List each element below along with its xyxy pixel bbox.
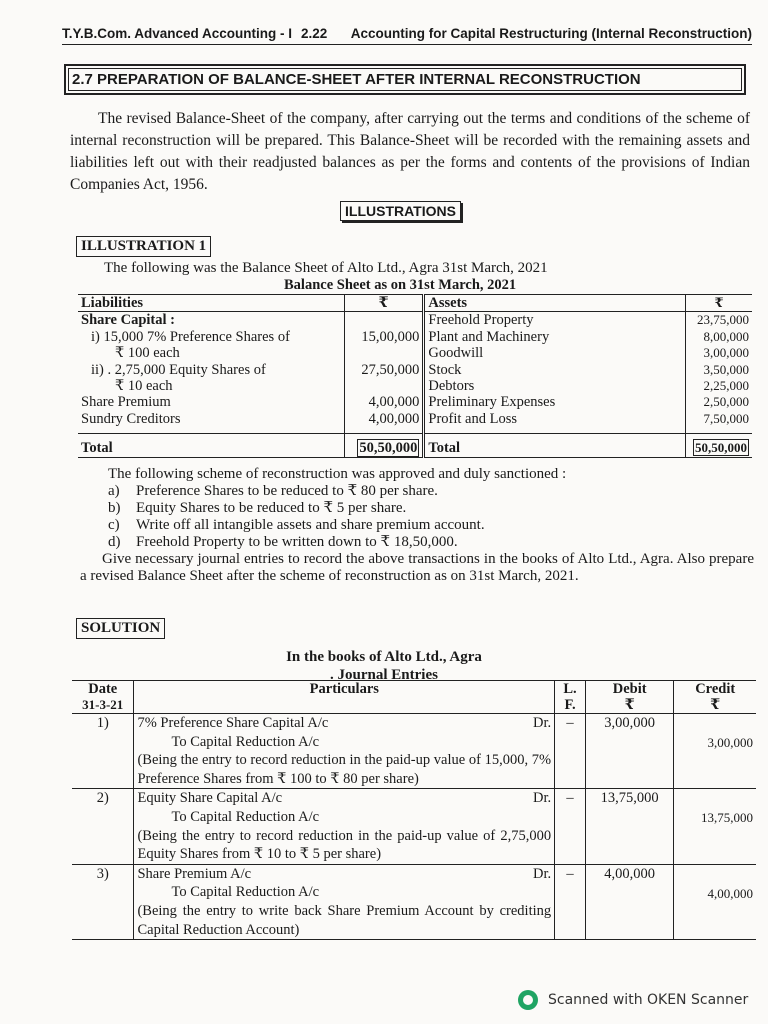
debit-account: 7% Preference Share Capital A/c [137,715,329,731]
liability-label: ₹ 100 each [115,345,180,362]
liability-amount: 4,00,000 [344,411,424,427]
illustrations-label: ILLUSTRATIONS [340,201,461,221]
liability-label: Sundry Creditors [81,410,181,427]
asset-label: Stock [428,361,462,378]
credit-account: To Capital Reduction A/c [171,808,320,825]
narration: (Being the entry to write back Share Premium Account by crediting Capital Reduction Account) [137,902,552,938]
balance-sheet-total-row [78,434,752,457]
asset-amount: 23,75,000 [686,312,752,329]
scheme-item [108,517,754,534]
scheme-section [80,466,754,585]
running-head [62,26,752,45]
balance-sheet-table [78,294,752,458]
liability-amount [344,345,424,361]
balance-sheet-row [78,345,752,361]
header-liabilities: Liabilities [78,295,344,312]
scheme-item-label: a) [108,483,120,499]
scheme-item-text: Equity Shares to be reduced to ₹ 5 per share. [136,500,407,516]
ledger-folio: – [555,864,586,939]
header-particulars: Particulars [134,681,555,714]
balance-sheet-row [78,411,752,427]
section-title: 2.7 PREPARATION OF BALANCE-SHEET AFTER INTERNAL RECONSTRUCTION [64,64,746,95]
asset-label: Plant and Machinery [428,328,550,345]
ledger-folio: – [555,789,586,864]
scheme-item-label: d) [108,534,121,550]
scanner-logo-icon [518,990,538,1010]
narration: (Being the entry to record reduction in the paid-up value of 2,75,000 Equity Shares from ₹ 10 to ₹ 5 per share) [137,827,552,863]
dr-mark: Dr. [533,715,552,731]
credit-amount: 3,00,000 [707,735,753,750]
solution-label: SOLUTION [76,618,165,639]
journal-heading: . Journal Entries [330,667,438,683]
scheme-lead: The following scheme of reconstruction was approved and duly sanctioned : [108,466,567,482]
header-debit: Debit [612,681,647,697]
header-credit: Credit [695,681,736,697]
header-credit-currency: ₹ [710,697,721,713]
balance-sheet-row [78,394,752,410]
balance-sheet-row [78,329,752,345]
asset-label: Profit and Loss [428,410,517,427]
asset-amount: 3,50,000 [686,362,752,378]
credit-account: To Capital Reduction A/c [171,884,320,901]
journal-entry-row [72,714,756,789]
liability-label: ₹ 10 each [115,378,173,395]
page-number: 2.22 [300,26,328,41]
scheme-item-text: Freehold Property to be written down to ₹ 18,50,000. [136,534,458,550]
debit-account: Equity Share Capital A/c [137,790,283,807]
balance-sheet-title: Balance Sheet as on 31st March, 2021 [284,277,517,293]
scheme-item-text: Write off all intangible assets and share premium account. [136,517,485,533]
asset-label: Debtors [428,378,475,395]
books-heading-block [0,648,768,684]
date-value: 31-3-21 [82,697,124,712]
liability-label: i) 15,000 7% Preference Shares of [91,328,290,345]
journal-entry-row [72,864,756,939]
liability-amount [344,312,424,329]
scheme-item-text: Preference Shares to be reduced to ₹ 80 per share. [136,483,438,499]
debit-account: Share Premium A/c [137,865,252,882]
entry-number: 3) [72,864,134,939]
header-lf: L. F. [555,681,586,714]
debit-amount: 3,00,000 [585,714,674,789]
total-liabilities: 50,50,000 [359,440,418,457]
dr-mark: Dr. [533,790,552,807]
dr-mark: Dr. [533,865,552,882]
ledger-folio: – [555,714,586,789]
credit-account: To Capital Reduction A/c [171,733,320,750]
asset-amount: 7,50,000 [686,411,752,427]
header-amount-liabilities: ₹ [344,295,424,312]
question-text: Give necessary journal entries to record the above transactions in the books of Alto Ltd., Agra. Also prepare a revised Balance Sheet after the scheme of reconstruction as on 31st March, 2021. [80,551,754,584]
chapter-title: Accounting for Capital Restructuring (Internal Reconstruction) [350,26,752,41]
credit-amount: 13,75,000 [701,810,753,826]
scheme-item-label: b) [108,500,121,516]
header-amount-assets: ₹ [686,295,752,312]
illustration-label: ILLUSTRATION 1 [76,236,211,257]
credit-amount: 4,00,000 [707,885,753,901]
asset-label: Preliminary Expenses [428,394,556,411]
liability-label: Share Capital : [81,312,175,329]
asset-amount: 2,50,000 [686,394,752,410]
balance-sheet-header [78,295,752,312]
asset-amount: 2,25,000 [686,378,752,394]
scanner-watermark [518,990,748,1010]
header-debit-currency: ₹ [624,697,635,713]
scheme-item [108,483,754,500]
journal-header [72,681,756,714]
balance-sheet-row [78,378,752,394]
entry-number: 2) [72,789,134,864]
total-label-liabilities: Total [78,434,344,457]
scheme-item-label: c) [108,517,120,533]
scheme-item [108,500,754,517]
intro-paragraph: The revised Balance-Sheet of the company, after carrying out the terms and conditions of the scheme of internal reconstruction will be prepared. This Balance-Sheet will be recorded with the remaining assets and liabilities left out with their readjusted balances as per the forms and contents of the provisions of Indian Companies Act, 1956. [70,110,750,193]
liability-amount: 15,00,000 [344,329,424,345]
journal-entry-row [72,789,756,864]
asset-amount: 8,00,000 [686,329,752,345]
total-assets: 50,50,000 [695,440,747,456]
books-heading: In the books of Alto Ltd., Agra [286,649,482,665]
scheme-item [108,534,754,551]
narration: (Being the entry to record reduction in the paid-up value of 15,000, 7% Preference Shares from ₹ 100 to ₹ 80 per share) [137,752,552,787]
asset-label: Goodwill [428,345,484,362]
liability-amount: 27,50,000 [344,362,424,378]
book-title: T.Y.B.Com. Advanced Accounting - I [62,26,293,41]
total-label-assets: Total [424,434,686,457]
header-date: Date [88,681,118,697]
scanner-text: Scanned with OKEN Scanner [548,992,749,1008]
liability-amount [344,378,424,394]
balance-sheet-row [78,362,752,378]
liability-label: Share Premium [81,394,171,411]
debit-amount: 13,75,000 [585,789,674,864]
debit-amount: 4,00,000 [585,864,674,939]
header-assets: Assets [424,295,686,312]
balance-sheet-row [78,312,752,329]
journal-table [72,680,756,940]
liability-amount: 4,00,000 [344,394,424,410]
illustration-intro: The following was the Balance Sheet of Alto Ltd., Agra 31st March, 2021 [104,260,548,276]
asset-amount: 3,00,000 [686,345,752,361]
entry-number: 1) [72,714,134,789]
scheme-list [80,483,754,551]
liability-label: ii) . 2,75,000 Equity Shares of [91,361,266,378]
asset-label: Freehold Property [428,312,534,329]
